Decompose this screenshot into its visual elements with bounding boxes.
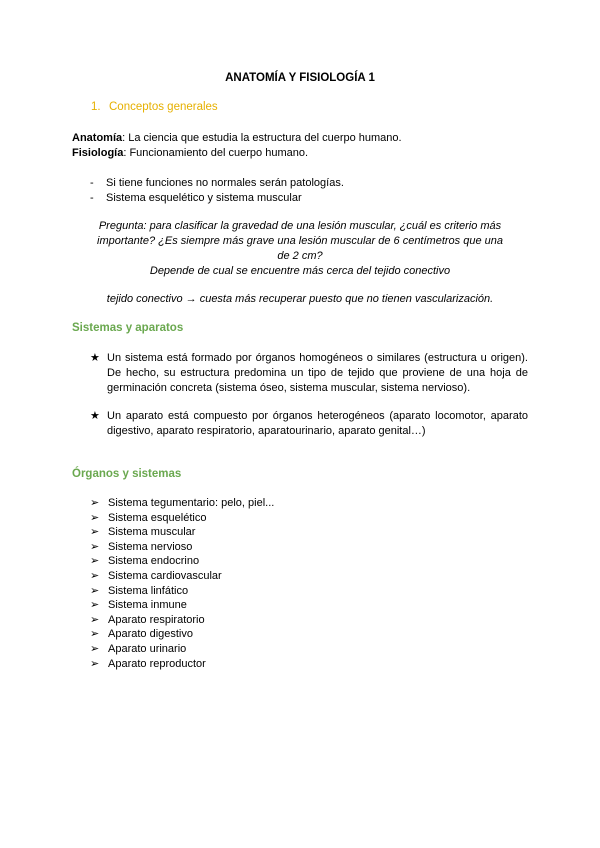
list-item-text: Aparato urinario <box>108 642 187 655</box>
list-item-text: Sistema endocrino <box>108 555 200 568</box>
dash-list <box>90 176 344 206</box>
list-item <box>90 657 274 672</box>
list-item <box>90 554 274 569</box>
list-item-text: Sistema esquelético y sistema muscular <box>106 192 302 204</box>
list-item <box>90 540 274 555</box>
definition-anatomia <box>72 132 402 144</box>
arrow-icon: ➢ <box>90 540 100 553</box>
arrow-icon: ➢ <box>90 628 100 641</box>
list-item-text: Un sistema está formado por órganos homogéneos o similares (estructura u origen). De hecho, su estructura predomina un tipo de tejido que proviene de una hoja de germinación concreta (sistema óseo, sistema muscular, sistema nervioso). <box>107 352 528 394</box>
definition-term: Anatomía <box>72 132 123 144</box>
star-icon: ★ <box>90 410 100 422</box>
dash-marker: - <box>90 192 94 204</box>
arrow-icon: ➢ <box>90 657 100 670</box>
arrow-icon: ➢ <box>90 497 100 509</box>
definition-text: : La ciencia que estudia la estructura del cuerpo humano. <box>122 132 402 144</box>
list-item-text: Sistema muscular <box>108 526 196 539</box>
arrow-icon: ➢ <box>90 642 100 655</box>
definition-fisiologia <box>72 147 308 159</box>
list-item <box>90 176 344 191</box>
definition-term: Fisiología <box>72 147 124 159</box>
arrow-icon: ➢ <box>90 599 100 612</box>
section-heading-conceptos <box>91 101 218 113</box>
definition-text: : Funcionamiento del cuerpo humano. <box>123 147 309 159</box>
list-item <box>90 642 274 657</box>
arrow-icon: ➢ <box>90 526 100 539</box>
list-item-text: Sistema esquelético <box>108 511 207 524</box>
question-block <box>95 219 505 279</box>
list-item <box>90 351 528 396</box>
arrow-icon: ➢ <box>90 613 100 626</box>
list-item <box>90 584 274 599</box>
dash-marker: - <box>90 177 94 189</box>
organ-list <box>90 496 274 671</box>
list-item <box>90 511 274 526</box>
list-item <box>90 409 528 439</box>
arrow-icon: ➢ <box>90 569 100 582</box>
arrow-icon: ➢ <box>90 584 100 597</box>
page-title: ANATOMÍA Y FISIOLOGÍA 1 <box>225 72 375 84</box>
question-answer: Depende de cual se encuentre más cerca del tejido conectivo <box>149 265 451 277</box>
list-item-text: Un aparato está compuesto por órganos heterogéneos (aparato locomotor, aparato digestivo, aparato respiratorio, aparatourinario, aparato genital…) <box>107 410 528 437</box>
list-item <box>90 496 274 511</box>
section-number: 1. <box>91 101 101 113</box>
list-item-text: Aparato respiratorio <box>108 613 205 626</box>
list-item <box>90 191 344 206</box>
list-item-text: Sistema inmune <box>108 599 187 612</box>
list-item <box>90 598 274 613</box>
list-item <box>90 525 274 540</box>
list-item-text: Aparato reproductor <box>108 657 206 670</box>
list-item-text: Sistema nervioso <box>108 540 193 553</box>
list-item <box>90 569 274 584</box>
list-item-text: Sistema cardiovascular <box>108 569 222 582</box>
section-heading-organos: Órganos y sistemas <box>72 468 182 480</box>
arrow-icon: ➢ <box>90 511 100 524</box>
list-item-text: Sistema tegumentario: pelo, piel... <box>108 497 275 509</box>
section-label: Conceptos generales <box>109 101 218 113</box>
tejido-note: tejido conectivo → cuesta más recuperar puesto que no tienen vascularización. <box>106 293 494 305</box>
list-item-text: Si tiene funciones no normales serán patologías. <box>106 177 344 189</box>
star-icon: ★ <box>90 352 100 364</box>
section-heading-sistemas: Sistemas y aparatos <box>72 322 184 334</box>
list-item <box>90 613 274 628</box>
list-item-text: Sistema linfático <box>108 584 189 597</box>
arrow-icon: ➢ <box>90 555 100 568</box>
list-item <box>90 627 274 642</box>
list-item-text: Aparato digestivo <box>108 628 193 641</box>
question-text: Pregunta: para clasificar la gravedad de una lesión muscular, ¿cuál es criterio más importante? ¿Es siempre más grave una lesión muscular de 6 centímetros que una de 2 cm? <box>97 220 503 262</box>
